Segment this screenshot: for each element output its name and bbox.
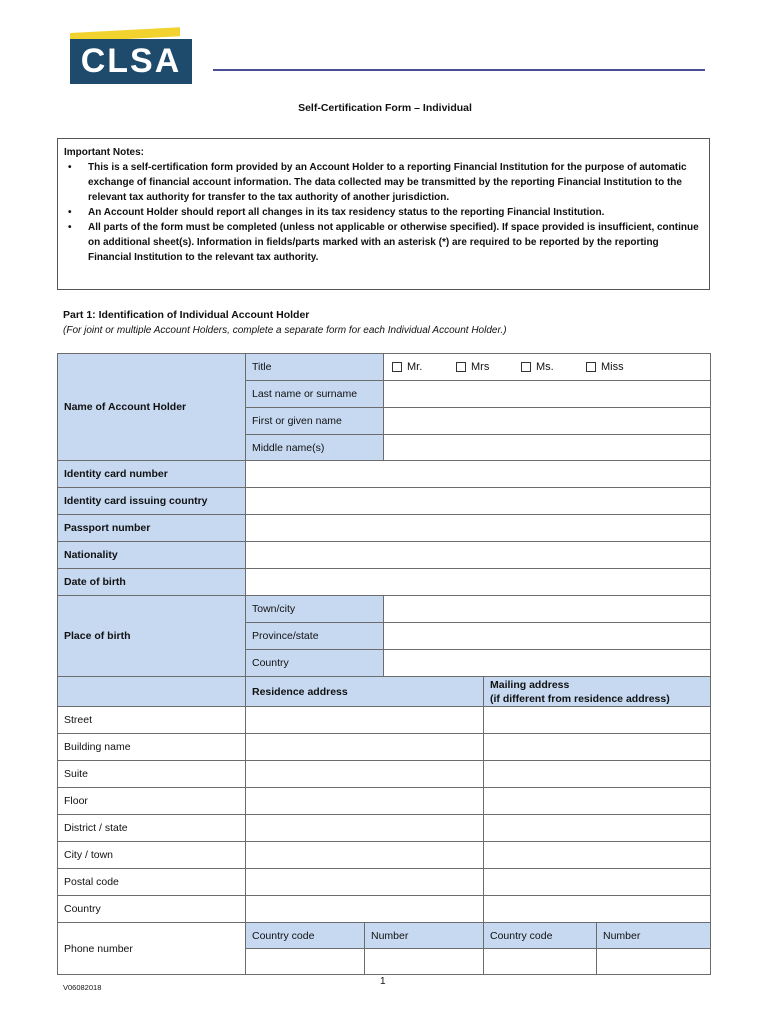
notes-heading: Important Notes: [64,147,144,158]
part1-heading: Part 1: Identification of Individual Account Holder [63,309,310,321]
residence-country-field[interactable] [245,895,484,923]
residence-street-field[interactable] [245,706,484,734]
phone-number-label: Phone number [57,922,246,975]
mailing-address-title: Mailing address [490,678,570,691]
residence-city-field[interactable] [245,841,484,869]
mailing-street-field[interactable] [483,706,711,734]
checkbox-icon[interactable] [521,362,531,372]
title-option-miss[interactable]: Miss [586,361,624,373]
birth-country-field[interactable] [383,649,711,677]
header-rule [213,69,705,71]
page-number: 1 [380,976,386,987]
checkbox-icon[interactable] [392,362,402,372]
title-option-mr[interactable]: Mr. [392,361,422,373]
floor-label: Floor [57,787,246,815]
form-title: Self-Certification Form – Individual [298,102,472,114]
passport-field[interactable] [245,514,711,542]
residence-floor-field[interactable] [245,787,484,815]
residence-district-field[interactable] [245,814,484,842]
residence-address-header: Residence address [245,676,484,707]
residence-postal-field[interactable] [245,868,484,896]
residence-number-label: Number [364,922,484,949]
mailing-city-field[interactable] [483,841,711,869]
note-item: • All parts of the form must be completed (unless not applicable or otherwise specified). If space provided is insufficient, continue on additional sheet(s). Information in fields/parts marked with an asterisk (*) are required to be reported by the reporting Financial Institution to the relevant tax authority. [88,220,701,265]
part1-subheading: (For joint or multiple Account Holders, complete a separate form for each Individual Account Holder.) [63,325,507,336]
middle-name-label: Middle name(s) [245,434,384,461]
mailing-postal-field[interactable] [483,868,711,896]
address-header-blank [57,676,246,707]
title-label: Title [245,353,384,381]
mailing-country-code-label: Country code [483,922,597,949]
dob-label: Date of birth [57,568,246,596]
country-label: Country [57,895,246,923]
mailing-building-field[interactable] [483,733,711,761]
residence-country-code-label: Country code [245,922,365,949]
id-country-field[interactable] [245,487,711,515]
mailing-address-header [483,676,711,707]
city-label: City / town [57,841,246,869]
middle-name-field[interactable] [383,434,711,461]
mailing-country-code-field[interactable] [483,948,597,975]
town-field[interactable] [383,595,711,623]
nationality-label: Nationality [57,541,246,569]
province-field[interactable] [383,622,711,650]
mailing-suite-field[interactable] [483,760,711,788]
note-item: • An Account Holder should report all changes in its tax residency status to the reporting Financial Institution. [88,205,701,220]
first-name-label: First or given name [245,407,384,435]
mailing-number-field[interactable] [596,948,711,975]
checkbox-icon[interactable] [456,362,466,372]
nationality-field[interactable] [245,541,711,569]
mailing-address-subtitle: (if different from residence address) [490,692,670,705]
name-of-account-holder-label: Name of Account Holder [57,353,246,461]
clsa-logo [70,33,192,84]
mailing-district-field[interactable] [483,814,711,842]
note-item: • This is a self-certification form provided by an Account Holder to a reporting Financial Institution for the purpose of automatic exchange of financial account information. The data collected may be transmitted by the reporting Financial Institution to the relevant tax authority for transfer to the tax authority of another jurisdiction. [88,160,701,205]
place-of-birth-label: Place of birth [57,595,246,677]
residence-country-code-field[interactable] [245,948,365,975]
last-name-field[interactable] [383,380,711,408]
building-name-label: Building name [57,733,246,761]
last-name-label: Last name or surname [245,380,384,408]
version-code: V06082018 [63,983,102,992]
title-option-mrs[interactable]: Mrs [456,361,489,373]
province-label: Province/state [245,622,384,650]
id-card-label: Identity card number [57,460,246,488]
important-notes [57,138,710,290]
dob-field[interactable] [245,568,711,596]
residence-suite-field[interactable] [245,760,484,788]
checkbox-icon[interactable] [586,362,596,372]
first-name-field[interactable] [383,407,711,435]
birth-country-label: Country [245,649,384,677]
mailing-floor-field[interactable] [483,787,711,815]
street-label: Street [57,706,246,734]
mailing-number-label: Number [596,922,711,949]
town-label: Town/city [245,595,384,623]
id-country-label: Identity card issuing country [57,487,246,515]
district-label: District / state [57,814,246,842]
residence-building-field[interactable] [245,733,484,761]
passport-label: Passport number [57,514,246,542]
title-option-ms[interactable]: Ms. [521,361,554,373]
residence-number-field[interactable] [364,948,484,975]
logo-text: CLSA [70,39,192,84]
postal-code-label: Postal code [57,868,246,896]
mailing-country-field[interactable] [483,895,711,923]
id-card-field[interactable] [245,460,711,488]
suite-label: Suite [57,760,246,788]
